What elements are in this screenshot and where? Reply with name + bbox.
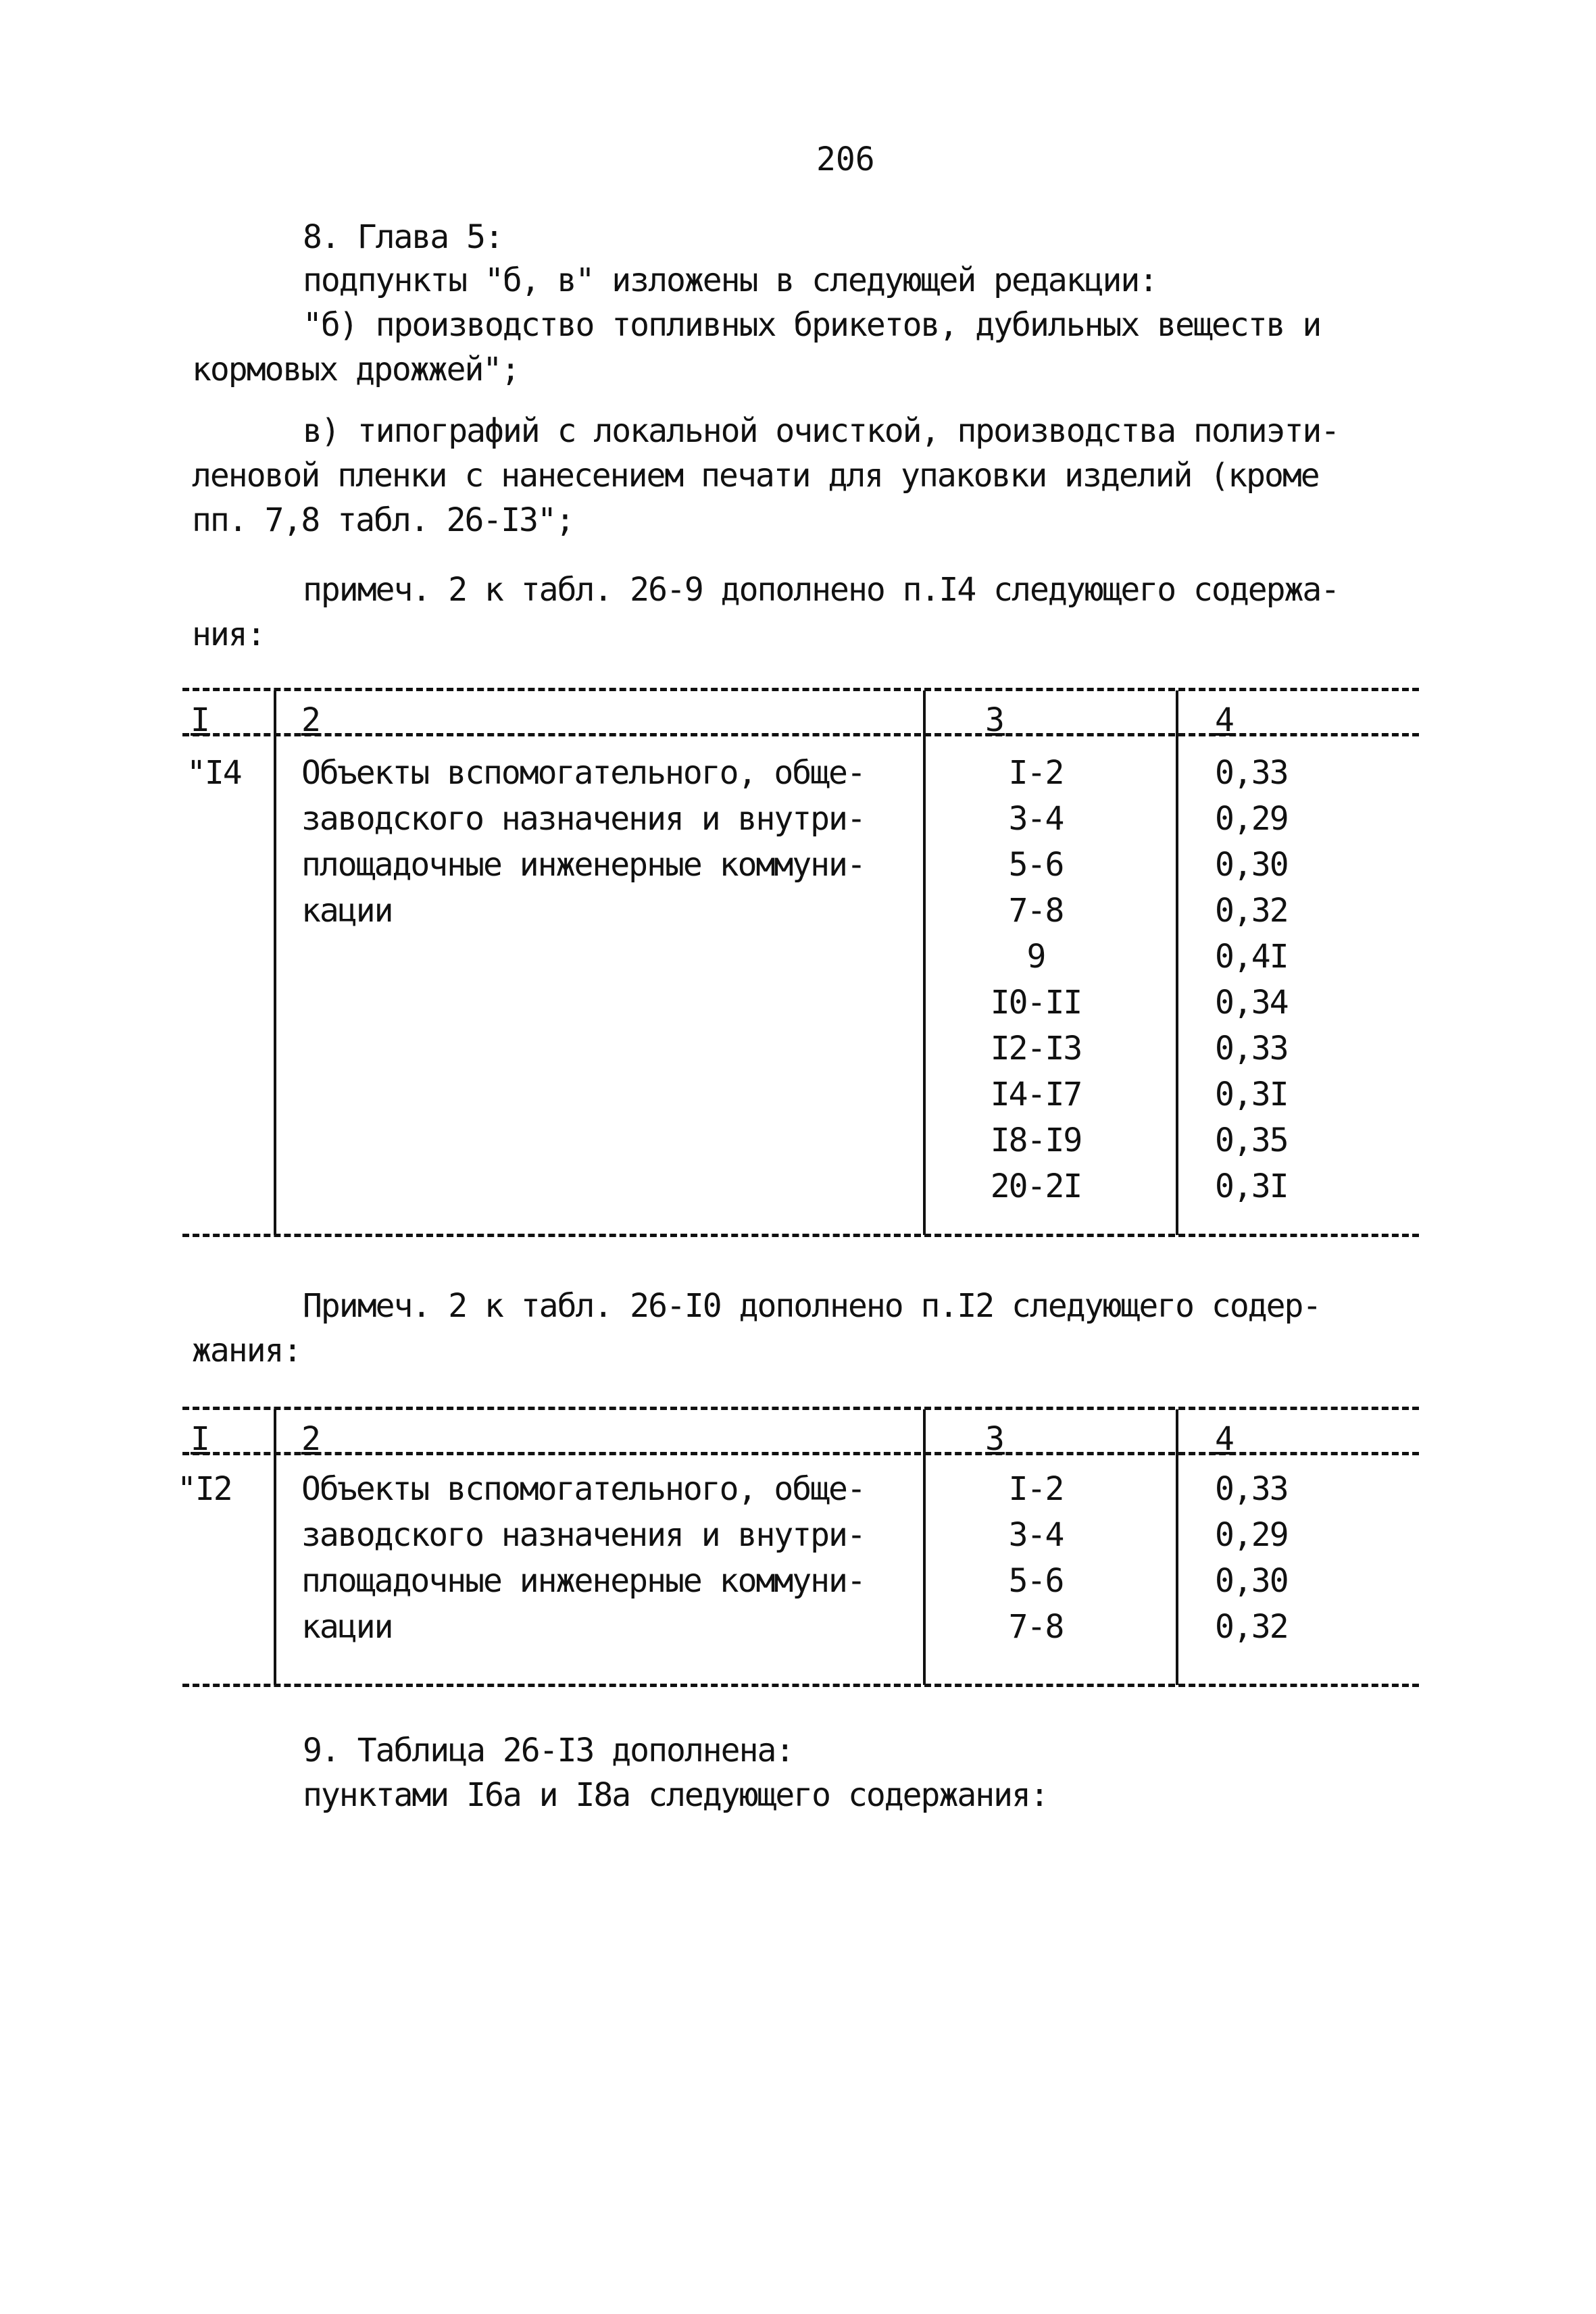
- table1-description: [301, 750, 865, 934]
- table2-header-1: I: [191, 1420, 210, 1458]
- table1-range: 3-4: [1008, 800, 1064, 838]
- item-b-line1: "б) производство топливных брикетов, дубильных веществ и: [303, 306, 1321, 344]
- table2-desc-line: Объекты вспомогательного, обще-: [301, 1470, 865, 1508]
- table2-desc-line: кации: [301, 1608, 393, 1646]
- note2-line1: Примеч. 2 к табл. 26-I0 дополнено п.I2 следующего содер-: [303, 1287, 1321, 1325]
- item-v-line3: пп. 7,8 табл. 26-I3";: [192, 501, 574, 539]
- table1-values: [1215, 750, 1288, 1209]
- table1-col-sep-1: [274, 690, 276, 1235]
- section9-heading: 9. Таблица 26-I3 дополнена:: [303, 1732, 794, 1769]
- table1-range: I2-I3: [990, 1030, 1082, 1067]
- table2-value: 0,32: [1215, 1608, 1288, 1646]
- table2-desc-line: заводского назначения и внутри-: [301, 1516, 865, 1554]
- table2-range: 5-6: [1008, 1562, 1064, 1600]
- table1-range: 7-8: [1008, 892, 1064, 930]
- table1-range: I4-I7: [990, 1076, 1082, 1113]
- table1-header-2: 2: [301, 701, 321, 739]
- table2-range: 3-4: [1008, 1516, 1064, 1554]
- table2-range: 7-8: [1008, 1608, 1064, 1646]
- table1-header-4: 4: [1215, 701, 1235, 739]
- table2-bottom-rule: [182, 1684, 1419, 1687]
- table1-range: I0-II: [990, 984, 1082, 1022]
- table1-range: 5-6: [1008, 846, 1064, 884]
- table1-top-rule: [182, 688, 1419, 691]
- table2-col-sep-1: [274, 1409, 276, 1685]
- note1-line2: ния:: [192, 615, 265, 653]
- page-number: 206: [816, 141, 875, 178]
- table2-header-2: 2: [301, 1420, 321, 1458]
- table1-col-sep-2: [923, 690, 926, 1235]
- table1-item-number: "I4: [186, 754, 241, 792]
- table1-range: I8-I9: [990, 1122, 1082, 1159]
- table1-header-1: I: [191, 701, 210, 739]
- note1-line1: примеч. 2 к табл. 26-9 дополнено п.I4 следующего содержа-: [303, 571, 1339, 609]
- table1-col-sep-3: [1176, 690, 1178, 1235]
- section8-line1: подпункты "б, в" изложены в следующей редакции:: [303, 261, 1157, 299]
- table2-col-sep-2: [923, 1409, 926, 1685]
- table2-header-4: 4: [1215, 1420, 1235, 1458]
- item-v-line1: в) типографий с локальной очисткой, производства полиэти-: [303, 412, 1339, 450]
- table2-value: 0,33: [1215, 1470, 1288, 1508]
- table2-item-number: "I2: [177, 1470, 232, 1508]
- table1-value: 0,3I: [1215, 1076, 1288, 1113]
- table1-desc-line: площадочные инженерные коммуни-: [301, 846, 865, 884]
- table1-value: 0,34: [1215, 984, 1288, 1022]
- table1-header-3: 3: [985, 701, 1005, 739]
- table1-value: 0,32: [1215, 892, 1288, 930]
- table1-value: 0,29: [1215, 800, 1288, 838]
- table2-values: [1215, 1466, 1288, 1650]
- table2-top-rule: [182, 1407, 1419, 1410]
- table2-desc-line: площадочные инженерные коммуни-: [301, 1562, 865, 1600]
- table2-header-3: 3: [985, 1420, 1005, 1458]
- table1-ranges: [985, 750, 1087, 1209]
- table1-desc-line: заводского назначения и внутри-: [301, 800, 865, 838]
- table2-col-sep-3: [1176, 1409, 1178, 1685]
- table2-value: 0,29: [1215, 1516, 1288, 1554]
- section8-heading: 8. Глава 5:: [303, 218, 503, 256]
- table1-value: 0,3I: [1215, 1167, 1288, 1205]
- note2-line2: жания:: [192, 1332, 301, 1369]
- table1-value: 0,30: [1215, 846, 1288, 884]
- table1-range: 9: [1026, 938, 1045, 976]
- item-v-line2: леновой пленки с нанесением печати для упаковки изделий (кроме: [192, 457, 1319, 495]
- table1-value: 0,4I: [1215, 938, 1288, 976]
- table1-desc-line: кации: [301, 892, 393, 930]
- table2-description: [301, 1466, 865, 1650]
- table1-range: I-2: [1008, 754, 1064, 792]
- table1-value: 0,33: [1215, 754, 1288, 792]
- table1-bottom-rule: [182, 1234, 1419, 1237]
- item-b-line2: кормовых дрожжей";: [192, 351, 520, 388]
- section9-line1: пунктами I6а и I8а следующего содержания:: [303, 1776, 1048, 1814]
- table1-value: 0,33: [1215, 1030, 1288, 1067]
- table1-value: 0,35: [1215, 1122, 1288, 1159]
- table2-ranges: [985, 1466, 1087, 1650]
- table1-desc-line: Объекты вспомогательного, обще-: [301, 754, 865, 792]
- table2-value: 0,30: [1215, 1562, 1288, 1600]
- table1-range: 20-2I: [990, 1167, 1082, 1205]
- table2-range: I-2: [1008, 1470, 1064, 1508]
